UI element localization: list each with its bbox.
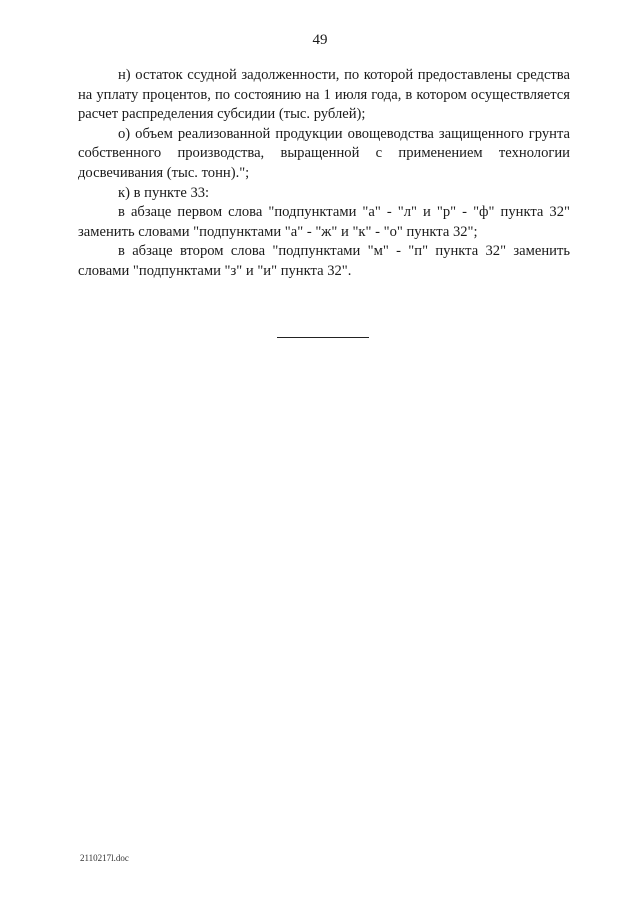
paragraph-item-o: о) объем реализованной продукции овощеводства защищенного грунта собственного производства, выращенной с применением технологии досвечивания (тыс. тонн)."; bbox=[78, 125, 570, 181]
document-body bbox=[78, 66, 570, 282]
footer-doc-reference: 2110217l.doc bbox=[80, 853, 129, 863]
paragraph-amend-second: в абзаце втором слова "подпунктами "м" - "п" пункта 32" заменить словами "подпунктами "з" и "и" пункта 32". bbox=[78, 243, 570, 279]
paragraph-item-n: н) остаток ссудной задолженности, по которой предоставлены средства на уплату процентов, по состоянию на 1 июля года, в котором осуществляется расчет распределения субсидии (тыс. рублей); bbox=[78, 67, 570, 123]
closing-rule bbox=[277, 337, 369, 338]
paragraph-item-k: к) в пункте 33: bbox=[118, 184, 210, 201]
paragraph-amend-first: в абзаце первом слова "подпунктами "а" - "л" и "р" - "ф" пункта 32" заменить словами "подпунктами "а" - "ж" и "к" - "о" пункта 32"; bbox=[78, 204, 570, 240]
page-number: 49 bbox=[312, 32, 328, 48]
